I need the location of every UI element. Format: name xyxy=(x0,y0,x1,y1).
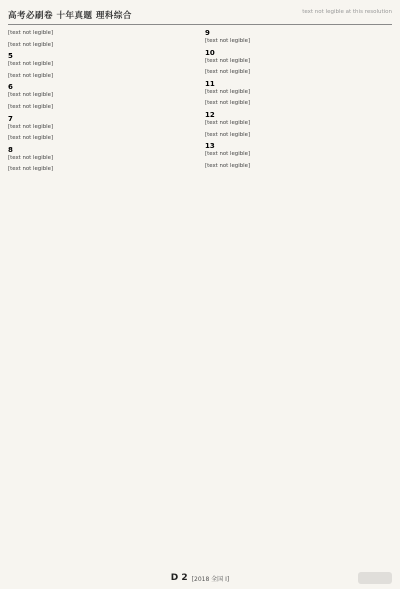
explanation-text: [text not legible] xyxy=(205,131,251,138)
explanation-block xyxy=(8,83,195,100)
explanation-block xyxy=(8,41,195,50)
question-number: 13 xyxy=(205,142,215,151)
exam-source: [2018 全国 I] xyxy=(191,575,230,583)
explanation-heading xyxy=(8,115,195,123)
explanation-text: [text not legible] xyxy=(8,154,54,161)
explanation-block xyxy=(8,52,195,69)
explanation-text: [text not legible] xyxy=(8,123,54,130)
illegible-notice: text not legible at this resolution xyxy=(302,9,392,15)
explanation-text: [text not legible] xyxy=(8,92,54,99)
explanation-text: [text not legible] xyxy=(8,135,54,142)
book-title: 高考必刷卷 十年真题 理科综合 xyxy=(8,11,132,21)
explanation-text: [text not legible] xyxy=(205,88,251,95)
explanation-block xyxy=(205,80,392,97)
left-column xyxy=(8,29,195,567)
question-number: 8 xyxy=(8,145,13,154)
explanation-block xyxy=(205,142,392,159)
page-number: D 2 xyxy=(170,573,188,583)
page-footer xyxy=(0,571,400,585)
explanation-block xyxy=(205,99,392,108)
explanation-block xyxy=(8,115,195,132)
explanation-block xyxy=(8,103,195,112)
question-number: 10 xyxy=(205,48,215,57)
explanation-heading xyxy=(205,142,392,150)
explanation-text: [text not legible] xyxy=(205,100,251,107)
explanation-text: [text not legible] xyxy=(205,38,251,44)
explanation-heading xyxy=(8,52,195,60)
explanation-block xyxy=(8,146,195,163)
explanation-text: [text not legible] xyxy=(8,166,54,173)
explanation-block xyxy=(205,111,392,128)
explanation-text: [text not legible] xyxy=(205,119,251,126)
question-number: 11 xyxy=(205,79,215,88)
explanation-heading xyxy=(205,111,392,119)
question-number: 5 xyxy=(8,52,13,61)
explanation-heading xyxy=(8,83,195,91)
question-number: 9 xyxy=(205,29,210,37)
explanation-block xyxy=(8,72,195,81)
explanation-heading xyxy=(205,49,392,57)
explanation-text: [text not legible] xyxy=(205,151,251,158)
explanation-text: [text not legible] xyxy=(205,57,251,64)
explanation-text: [text not legible] xyxy=(8,72,54,79)
explanation-block xyxy=(205,68,392,77)
right-column xyxy=(205,29,392,567)
question-number: 12 xyxy=(205,110,215,119)
explanation-text: [text not legible] xyxy=(8,61,54,68)
explanation-text: [text not legible] xyxy=(205,162,251,169)
explanation-text: [text not legible] xyxy=(8,30,54,36)
explanation-block xyxy=(8,29,195,38)
explanation-heading xyxy=(205,80,392,88)
explanation-text: [text not legible] xyxy=(8,103,54,110)
explanation-heading xyxy=(205,29,392,37)
explanation-block xyxy=(8,134,195,143)
watermark-logo xyxy=(358,572,392,584)
explanation-text: [text not legible] xyxy=(205,69,251,76)
explanation-block xyxy=(205,131,392,140)
explanation-block xyxy=(8,165,195,174)
question-number: 7 xyxy=(8,114,13,123)
explanation-block xyxy=(205,49,392,66)
explanation-heading xyxy=(8,146,195,154)
explanation-text: [text not legible] xyxy=(8,41,54,48)
explanation-block xyxy=(205,29,392,46)
answer-explanations xyxy=(8,29,392,567)
explanation-block xyxy=(205,162,392,171)
question-number: 6 xyxy=(8,83,13,92)
